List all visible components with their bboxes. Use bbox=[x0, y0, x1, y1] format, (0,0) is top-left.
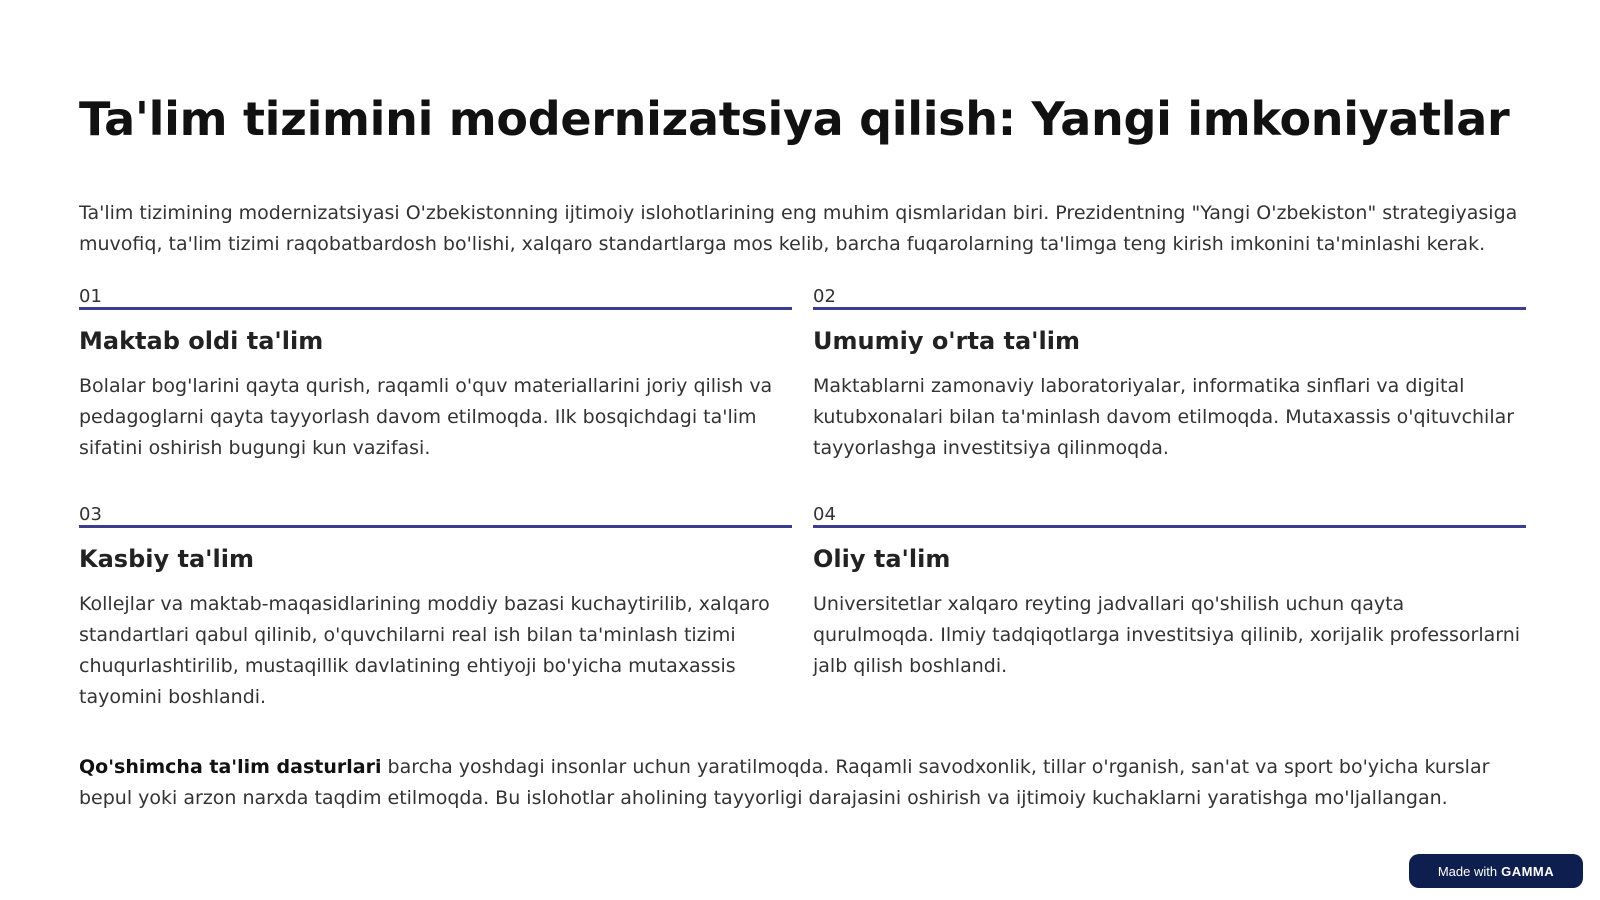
card-body: Maktablarni zamonaviy laboratoriyalar, informatika sinflari va digital kutubxonalari bilan ta'minlash davom etilmoqda. Mutaxassis o'qituvchilar tayyorlashga investitsiya qilinmoqda. bbox=[813, 375, 1515, 459]
slide-title: Ta'lim tizimini modernizatsiya qilish: Yangi imkoniyatlar bbox=[79, 92, 1510, 146]
card-body: Bolalar bog'larini qayta qurish, raqamli o'quv materiallarini joriy qilish va pedagoglarni qayta tayyorlash davom etilmoqda. Ilk bosqichdagi ta'lim sifatini oshirish bugungi kun vazifasi. bbox=[79, 375, 773, 459]
card-number: 04 bbox=[813, 504, 1526, 528]
card-4 bbox=[813, 504, 1526, 682]
card-number: 02 bbox=[813, 286, 1526, 310]
card-2 bbox=[813, 286, 1526, 464]
made-with-gamma-badge[interactable] bbox=[1409, 854, 1583, 888]
gamma-logo-text: GAMMA bbox=[1501, 863, 1555, 879]
card-heading: Oliy ta'lim bbox=[813, 545, 951, 573]
card-1 bbox=[79, 286, 792, 464]
badge-prefix: Made with bbox=[1437, 863, 1498, 879]
card-3 bbox=[79, 504, 792, 713]
card-heading: Umumiy o'rta ta'lim bbox=[813, 327, 1080, 355]
card-body: Universitetlar xalqaro reyting jadvallari qo'shilish uchun qayta qurulmoqda. Ilmiy tadqiqotlarga investitsiya qilinib, xorijalik professorlarni jalb qilish boshlandi. bbox=[813, 593, 1521, 677]
card-body: Kollejlar va maktab-maqasidlarining moddiy bazasi kuchaytirilib, xalqaro standartlari qabul qilinib, o'quvchilarni real ish bilan ta'minlash tizimi chuqurlashtirilib, mustaqillik davlatining ehtiyoji bo'yicha mutaxassis tayomini boshlandi. bbox=[79, 593, 770, 708]
intro-paragraph: Ta'lim tizimining modernizatsiyasi O'zbekistonning ijtimoiy islohotlarining eng muhim qismlaridan biri. Prezidentning "Yangi O'zbekiston" strategiyasiga muvofiq, ta'lim tizimi raqobatbardosh bo'lishi, xalqaro standartlarga mos kelib, barcha fuqarolarning ta'limga teng kirish imkonini ta'minlashi kerak. bbox=[79, 202, 1518, 255]
card-heading: Kasbiy ta'lim bbox=[79, 545, 254, 573]
card-heading: Maktab oldi ta'lim bbox=[79, 327, 324, 355]
card-number: 03 bbox=[79, 504, 792, 528]
footer-paragraph bbox=[79, 752, 1529, 814]
card-number: 01 bbox=[79, 286, 792, 310]
footer-text-rest: barcha yoshdagi insonlar uchun yaratilmoqda. Raqamli savodxonlik, tillar o'rganish, san'at va sport bo'yicha kurslar bepul yoki arzon narxda taqdim etilmoqda. Bu islohotlar aholining tayyorligi darajasini oshirish va ijtimoiy kuchaklarni yaratishga mo'ljallangan. bbox=[79, 756, 1490, 809]
footer-bold-lead: Qo'shimcha ta'lim dasturlari bbox=[79, 756, 382, 778]
